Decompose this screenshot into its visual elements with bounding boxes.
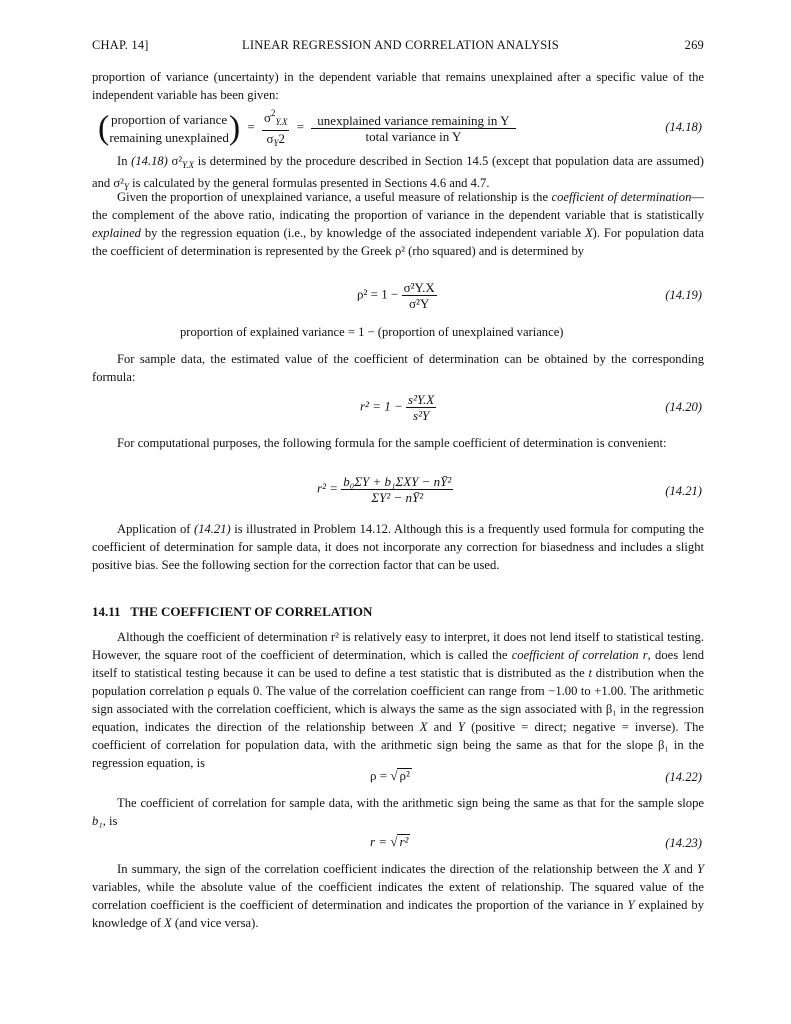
left-paren: ( [98,109,110,147]
sigma-ratio: $\frac{\sigma^2_{Y.X}}{\sigma_Y2}$ [264,108,288,148]
paragraph-4: For sample data, the estimated value of the coefficient of determination can be obtained by the corresponding formula: [92,352,704,384]
explained-variance-identity: proportion of explained variance = 1 − (proportion of unexplained variance) [180,325,564,339]
paragraph-5: For computational purposes, the following formula for the sample coefficient of determination is convenient: [117,436,667,450]
equation-number: (14.22) [665,770,702,784]
paragraph-6: Application of (14.21) is illustrated in Problem 14.12. Although this is a frequently used formula for computing the coefficient of determination for sample data, it does not incorporate any correction for biasedness and includes a slight positive bias. See the following section for the correction factor that can be used. [92,522,704,572]
equation-14-18: ( proportion of variance remaining unexplained ) = $\frac{\sigma^2_{Y.X}}{\sigma_Y2}$ = $\frac{\text{unexplained variance remaining in Y}}{\text{total variance in Y}}$ (14.18) [92,106,704,150]
running-header [92,38,704,56]
equation-14-22: ρ = √ ρ² (14.22) [370,768,702,784]
equation-number: (14.23) [665,836,702,850]
equation-number: (14.18) [665,120,702,134]
equation-14-21: r² = $\frac{\text{b₀ΣY + b₁ΣXY − nȲ²}}{\text{ΣY² − nȲ²}}$ (14.21) [317,474,702,505]
right-paren: ) [228,109,241,147]
chapter-label: CHAP. 14] [92,38,149,52]
equation-number: (14.21) [665,484,702,498]
paragraph-1: proportion of variance (uncertainty) in the dependent variable that remains unexplained after a specific value of the independent variable has been given: [92,70,704,102]
paragraph-7: Although the coefficient of determination r² is relatively easy to interpret, it does not lend itself to statistical testing. However, the square root of the coefficient of determination, which is called the coefficient of correlation r, does lend itself to statistical testing because it can be used to define a test statistic that is distributed as the t distribution when the population correlation ρ equals 0. The value of the correlation coefficient can range from −1.00 to +1.00. The arithmetic sign associated with the correlation coefficient, which is always the same as the sign associated with β₁ in the regression equation, indicates the direction of the relationship between X and Y (positive = direct; negative = inverse). The coefficient of correlation for population data, with the arithmetic sign being the same as that for the slope β₁ in the regression equation, is [92,630,705,770]
section-number: 14.11 [92,604,121,619]
paragraph-3: Given the proportion of unexplained variance, a useful measure of relationship is the coefficient of determination—the complement of the above ratio, indicating the proportion of variance in the dependent variable that is statistically explained by the regression equation (i.e., by knowledge of the associated independent variable X). For population data the coefficient of determination is represented by the Greek ρ² (rho squared) and is determined by [92,190,704,258]
section-heading [92,604,372,620]
paragraph-8: The coefficient of correlation for sample data, with the arithmetic sign being the same as that for the sample slope b₁, is [92,796,704,828]
paragraph-2: In (14.18) $\sigma^2_{Y.X}$ is determined by the procedure described in Section 14.5 (except that population data are assumed) and $\sigma^2_Y$ is calculated by the general formulas presented in Sections 4.6 and 4.7. [92,154,704,192]
page-number: 269 [684,38,704,52]
section-title: THE COEFFICIENT OF CORRELATION [130,604,373,619]
header-title: LINEAR REGRESSION AND CORRELATION ANALYSIS [242,38,559,52]
equation-number: (14.19) [665,288,702,302]
variance-ratio: $\frac{\text{unexplained variance remaining in Y}}{\text{total variance in Y}}$ [311,113,515,144]
equation-14-23: r = √ r² (14.23) [370,834,702,850]
equation-14-20: r² = 1 − $\frac{\text{s²Y.X}}{\text{s²Y}}$ (14.20) [360,392,702,423]
paragraph-9: In summary, the sign of the correlation coefficient indicates the direction of the relationship between the X and Y variables, while the absolute value of the coefficient indicates the extent of relationship. The squared value of the correlation coefficient is the coefficient of determination and indicates the proportion of the variance in Y explained by knowledge of X (and vice versa). [92,862,705,930]
equation-number: (14.20) [665,400,702,414]
equation-14-19: ρ² = 1 − $\frac{\text{σ²Y.X}}{\text{σ²Y}}$ (14.19) [357,280,702,311]
